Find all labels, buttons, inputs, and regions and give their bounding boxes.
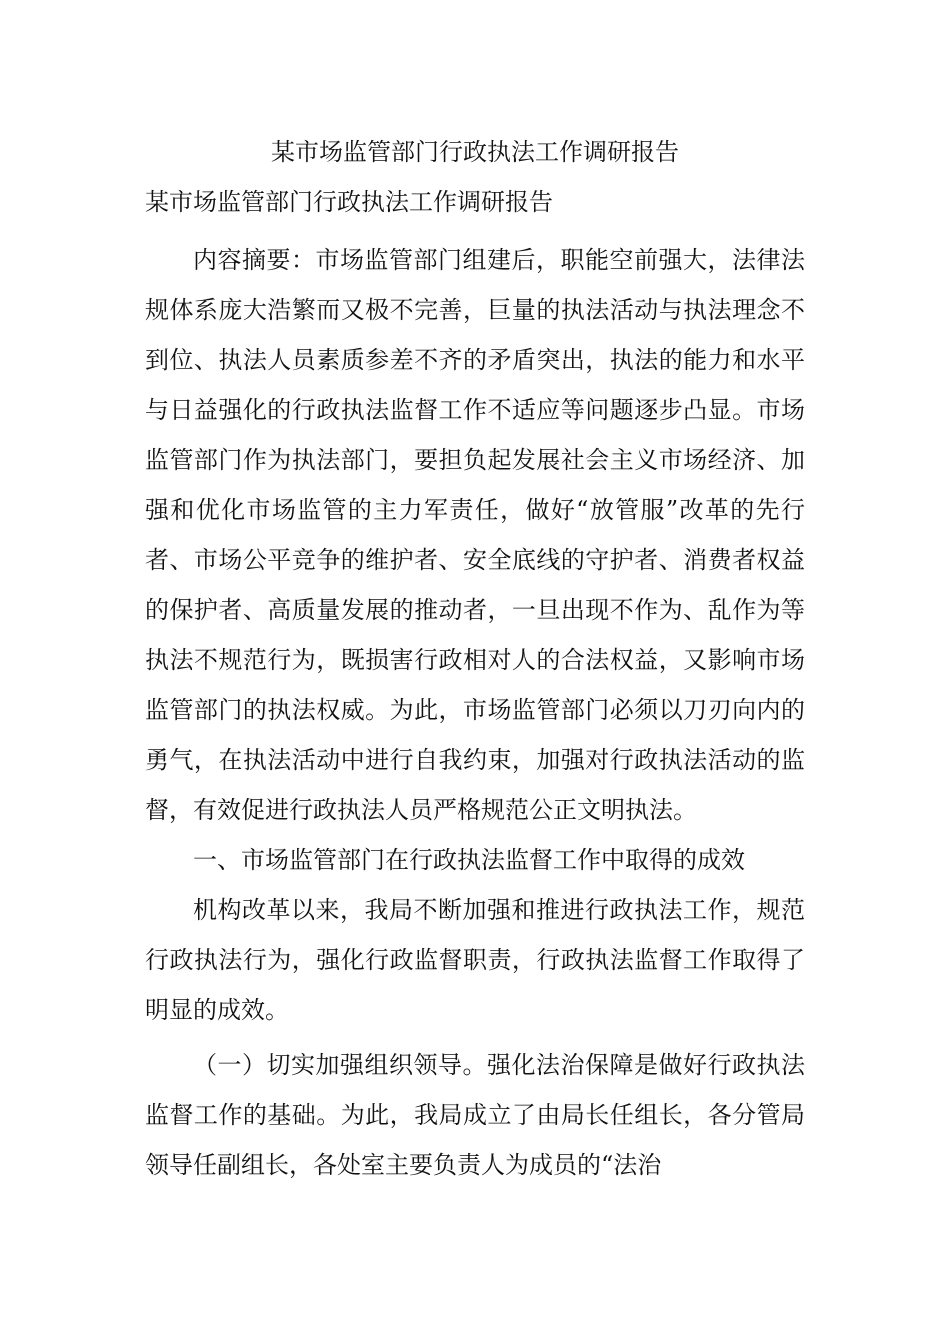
document-subtitle: 某市场监管部门行政执法工作调研报告 [145,188,553,216]
section-heading: 一、市场监管部门在行政执法监督工作中取得的成效 [193,846,745,874]
subsection-paragraph: （一）切实加强组织领导。强化法治保障是做好行政执法监督工作的基础。为此，我局成立了由局长任组长，各分管局领导任副组长，各处室主要负责人为成员的“法治 [145,1051,805,1179]
body-paragraph: 机构改革以来，我局不断加强和推进行政执法工作，规范行政执法行为，强化行政监督职责，行政执法监督工作取得了明显的成效。 [145,896,805,1024]
document-body [145,132,805,1190]
document-title: 某市场监管部门行政执法工作调研报告 [271,138,679,166]
abstract-paragraph: 内容摘要：市场监管部门组建后，职能空前强大，法律法规体系庞大浩繁而又极不完善，巨量的执法活动与执法理念不到位、执法人员素质参差不齐的矛盾突出，执法的能力和水平与日益强化的行政执法监督工作不适应等问题逐步凸显。市场监管部门作为执法部门，要担负起发展社会主义市场经济、加强和优化市场监管的主力军责任，做好“放管服”改革的先行者、市场公平竞争的维护者、安全底线的守护者、消费者权益的保护者、高质量发展的推动者，一旦出现不作为、乱作为等执法不规范行为，既损害行政相对人的合法权益，又影响市场监管部门的执法权威。为此，市场监管部门必须以刀刃向内的勇气，在执法活动中进行自我约束，加强对行政执法活动的监督，有效促进行政执法人员严格规范公正文明执法。 [145,246,805,824]
